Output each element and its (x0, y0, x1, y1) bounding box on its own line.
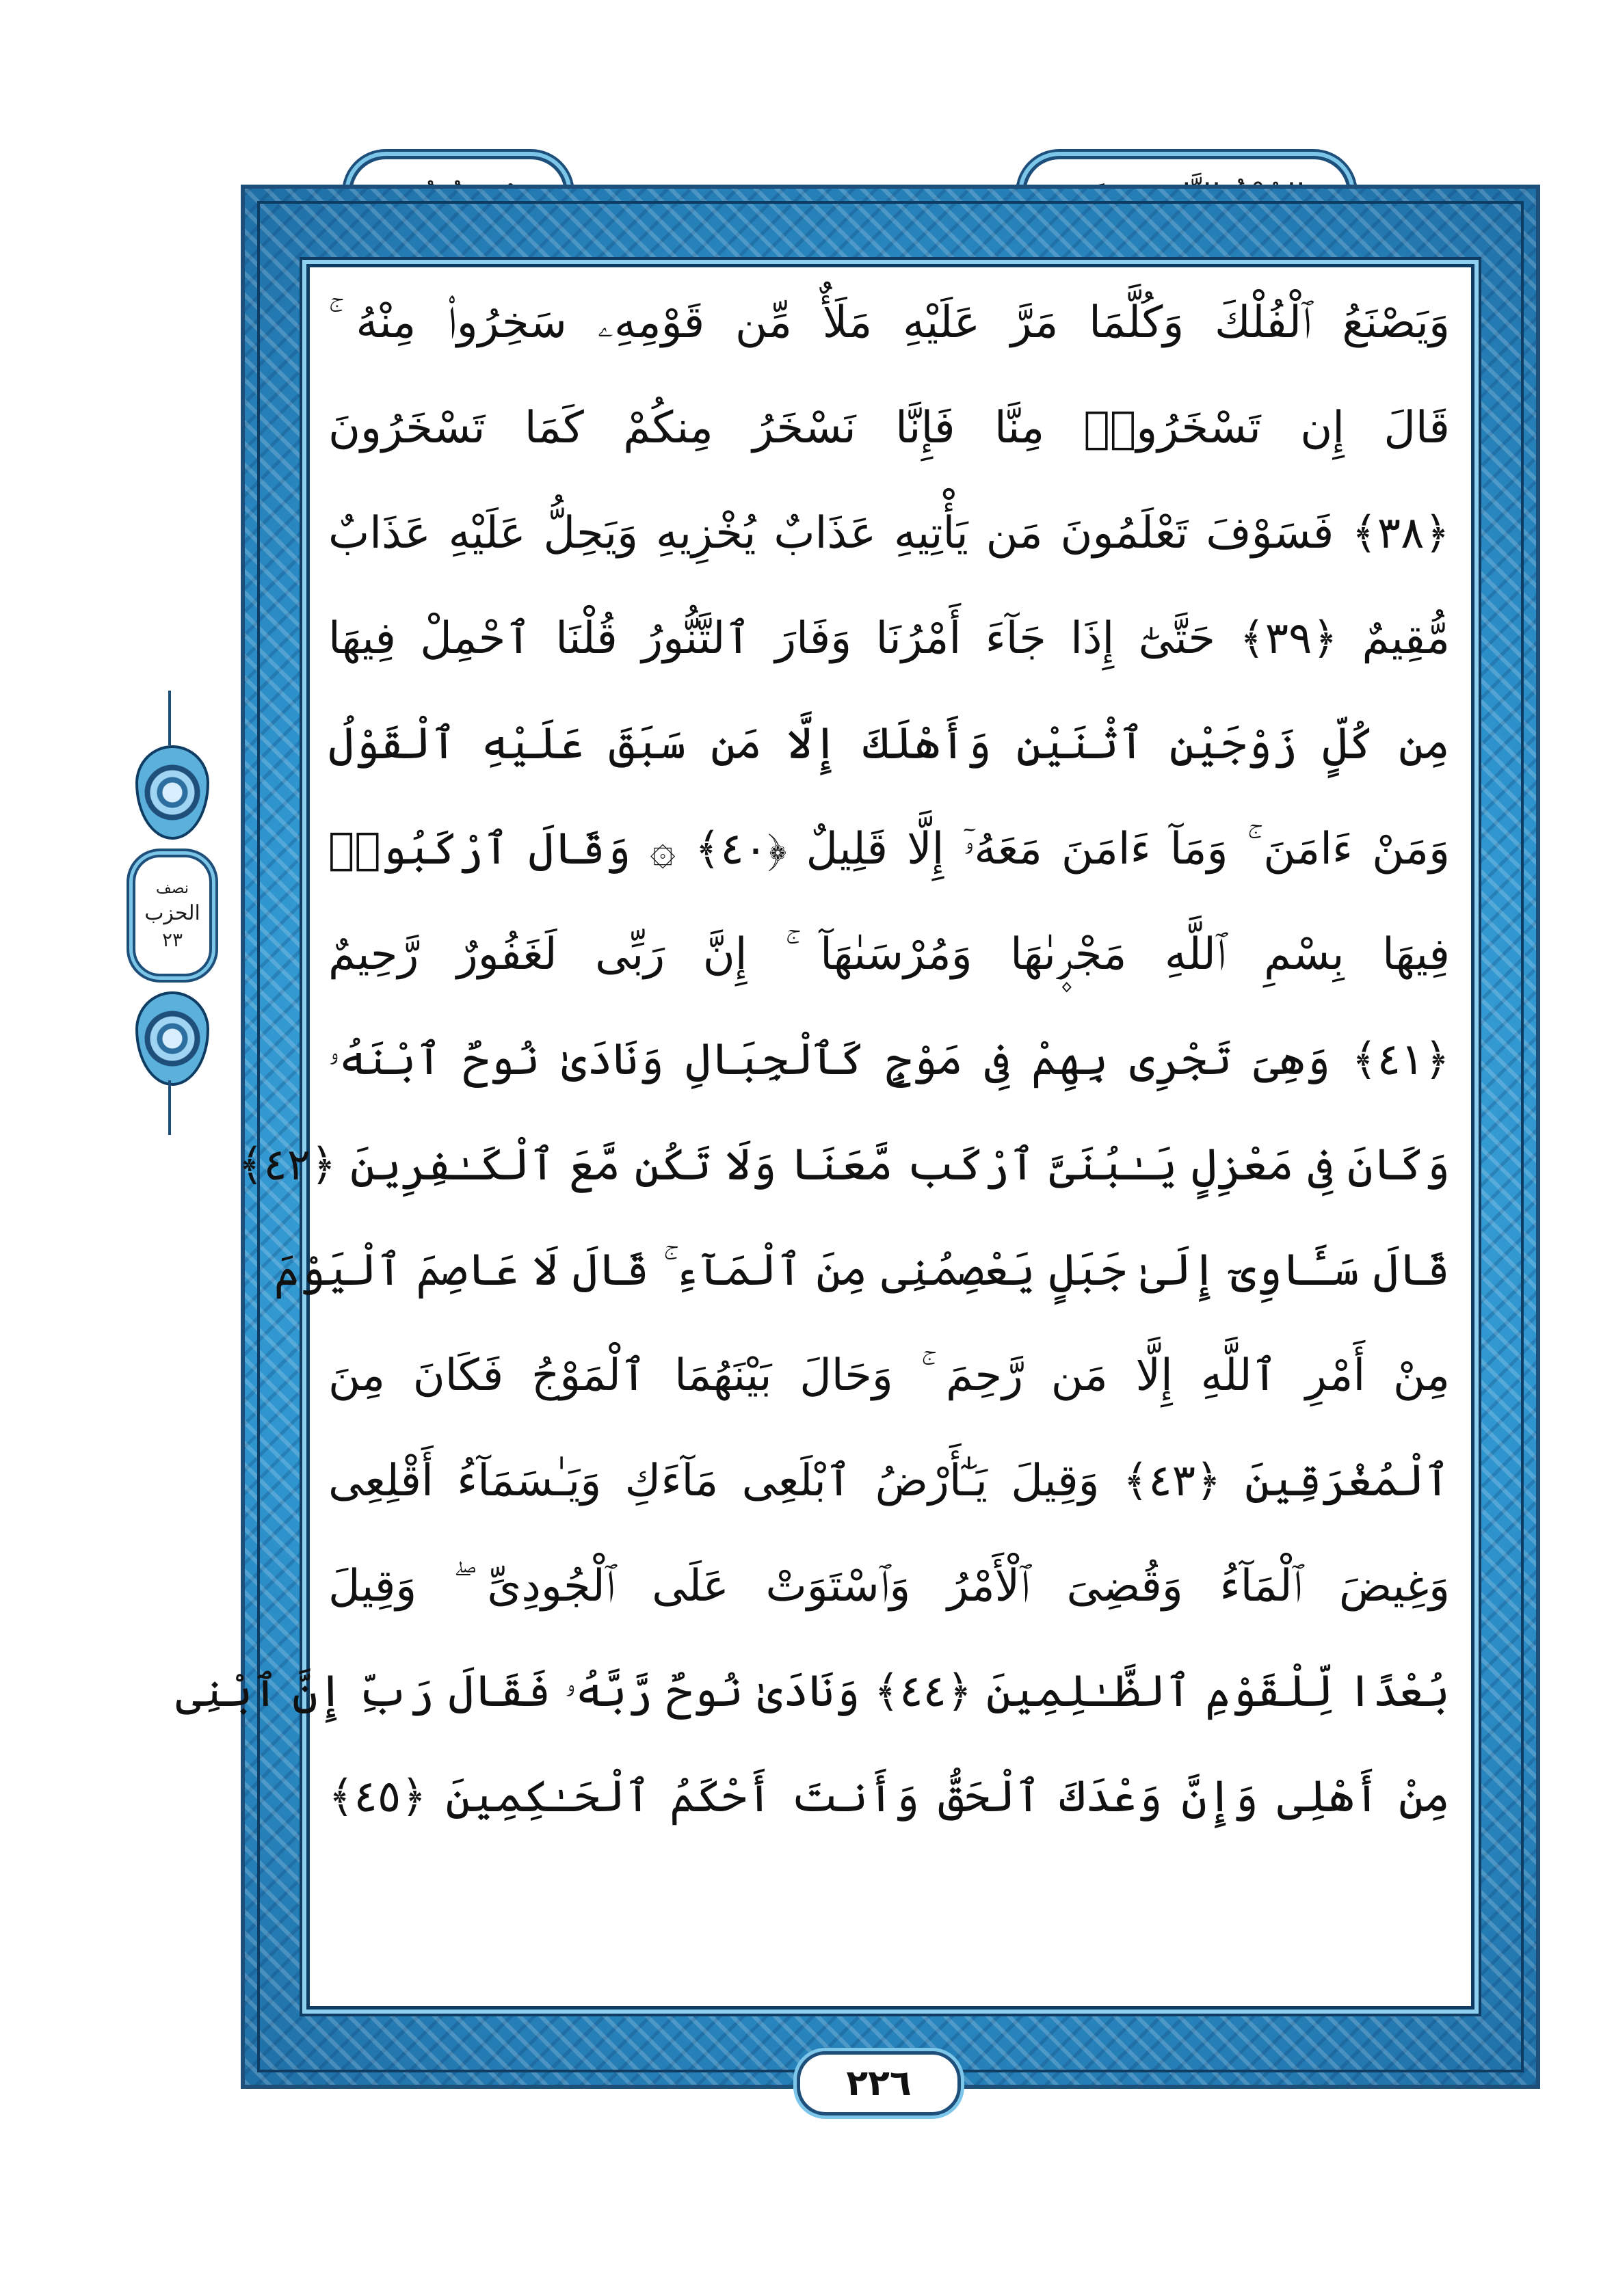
hizb-quarter: نصف (156, 880, 189, 897)
hizb-label (133, 855, 212, 976)
verse-line: مِن كُلٍّ زَوْجَيْنِ ٱثْنَيْنِ وَأَهْلَكَ إِلَّا مَن سَبَقَ عَلَيْهِ ٱلْقَوْلُ (328, 719, 1451, 769)
verse-line: وَغِيضَ ٱلْمَآءُ وَقُضِىَ ٱلْأَمْرُ وَٱسْتَوَتْ عَلَى ٱلْجُودِىِّ ۖ وَقِيلَ (328, 1561, 1450, 1612)
verse-line: فِيهَا بِسْمِ ٱللَّهِ مَجْر۪ىٰهَا وَمُرْسَىٰهَآ ۚ إِنَّ رَبِّى لَغَفُورٌ رَّحِيمٌ (328, 929, 1450, 980)
verse-line: بُعْدًا لِّلْقَوْمِ ٱلظَّـٰلِمِينَ ﴿٤٤﴾ وَنَادَىٰ نُوحٌ رَّبَّهُۥ فَقَالَ رَبِّ إِنَّ ٱبْنِى (175, 1666, 1450, 1717)
hizb-marker (129, 691, 211, 1135)
page-number-value: ٢٢٦ (846, 2063, 912, 2104)
hizb-line-bottom (168, 1080, 171, 1135)
verse-line: قَالَ سَـَٔاوِىٓ إِلَىٰ جَبَلٍ يَعْصِمُنِى مِنَ ٱلْمَآءِ ۚ قَالَ لَا عَاصِمَ ٱلْيَوْمَ (274, 1245, 1450, 1296)
verse-line: مِنْ أَمْرِ ٱللَّهِ إِلَّا مَن رَّحِمَ ۚ وَحَالَ بَيْنَهُمَا ٱلْمَوْجُ فَكَانَ مِنَ (328, 1350, 1450, 1401)
hizb-medallion-bottom-icon (135, 991, 209, 1086)
hizb-line-top (168, 691, 171, 745)
verse-line: قَالَ إِن تَسْخَرُوا۟ مِنَّا فَإِنَّا نَسْخَرُ مِنكُمْ كَمَا تَسْخَرُونَ (328, 403, 1450, 453)
verse-line: ﴿٤١﴾ وَهِىَ تَجْرِى بِهِمْ فِى مَوْجٍ كَٱلْجِبَالِ وَنَادَىٰ نُوحٌ ٱبْنَهُۥ (328, 1034, 1451, 1085)
page-number (797, 2051, 961, 2115)
verse-line: ﴿٣٨﴾ فَسَوْفَ تَعْلَمُونَ مَن يَأْتِيهِ عَذَابٌ يُخْزِيهِ وَيَحِلُّ عَلَيْهِ عَذَابٌ (328, 508, 1450, 559)
verse-line: وَمَنْ ءَامَنَ ۚ وَمَآ ءَامَنَ مَعَهُۥٓ إِلَّا قَلِيلٌ ﴿٤٠﴾ ۞ وَقَالَ ٱرْكَبُوا۟ (328, 824, 1450, 875)
verse-line: مِنْ أَهْلِى وَإِنَّ وَعْدَكَ ٱلْحَقُّ وَأَنتَ أَحْكَمُ ٱلْحَـٰكِمِينَ ﴿٤٥﴾ (328, 1772, 1450, 1822)
hizb-number: ٢٣ (161, 929, 183, 951)
verse-line: ٱلْمُغْرَقِينَ ﴿٤٣﴾ وَقِيلَ يَـٰٓأَرْضُ ٱبْلَعِى مَآءَكِ وَيَـٰسَمَآءُ أَقْلِعِى (328, 1456, 1451, 1506)
verse-line: مُّقِيمٌ ﴿٣٩﴾ حَتَّىٰٓ إِذَا جَآءَ أَمْرُنَا وَفَارَ ٱلتَّنُّورُ قُلْنَا ٱحْمِلْ فِيهَا (328, 613, 1451, 664)
verse-line: وَيَصْنَعُ ٱلْفُلْكَ وَكُلَّمَا مَرَّ عَلَيْهِ مَلَأٌ مِّن قَوْمِهِۦ سَخِرُوا۟ مِنْهُ ۚ (328, 297, 1450, 348)
verse-line: وَكَانَ فِى مَعْزِلٍ يَـٰبُنَىَّ ٱرْكَب مَّعَنَا وَلَا تَكُن مَّعَ ٱلْكَـٰفِرِينَ ﴿٤٢﴾ (237, 1140, 1450, 1190)
hizb-medallion-top-icon (135, 745, 209, 840)
hizb-word: الحزب (144, 901, 200, 925)
verse-block (175, 270, 1451, 1850)
